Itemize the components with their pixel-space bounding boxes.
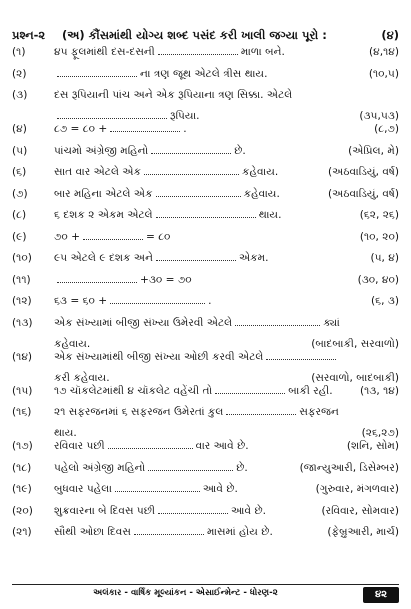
item-body	[54, 123, 399, 136]
item-number: (૧૩)	[12, 316, 33, 329]
item-text: શુક્રવારના બે દિવસ પછી	[54, 504, 156, 517]
item-text: ૮૭ = ૮૦ +	[54, 123, 108, 135]
answer-options: (૨૬,૨૭)	[361, 427, 399, 439]
answer-blank[interactable]	[226, 413, 296, 415]
answer-blank[interactable]	[57, 75, 137, 77]
item-number: (૪)	[12, 123, 27, 135]
item-body	[54, 351, 399, 385]
item-number: (૧૧)	[12, 273, 31, 286]
question-row	[12, 252, 399, 274]
item-text: બાકી રહી.	[288, 384, 333, 397]
item-body	[54, 252, 399, 265]
item-body	[54, 145, 399, 158]
item-number: (૧૦)	[12, 252, 32, 264]
question-marks: (૪)	[381, 28, 399, 42]
item-text: સફરજન	[299, 406, 339, 418]
item-body	[54, 440, 399, 453]
question-row	[12, 274, 399, 296]
item-number: (૨૦)	[12, 504, 33, 517]
item-body	[54, 68, 399, 81]
item-text: કહેવાય.	[243, 187, 280, 200]
item-number: (૯)	[12, 230, 27, 243]
answer-options: (૧૩, ૧૪)	[359, 384, 399, 397]
answer-blank[interactable]	[156, 259, 236, 261]
answer-options: (૧૦, ૨૦)	[359, 230, 399, 243]
item-text: રૂપિયા.	[170, 110, 200, 122]
answer-options: (શનિ, સોમ)	[346, 440, 399, 452]
answer-blank[interactable]	[144, 173, 239, 175]
item-text: ૯૫ એટલે ૯ દશક અને	[54, 252, 153, 264]
item-number: (૨)	[12, 67, 27, 80]
question-number: પ્રશ્ન-૨	[12, 28, 46, 42]
answer-options: (૩૦, ૪૦)	[357, 273, 399, 286]
item-number: (૧૫)	[12, 384, 33, 397]
question-row	[12, 505, 399, 527]
question-instruction: (અ) કૌંસમાંથી યોગ્ય શબ્દ પસંદ કરી ખાલી જગ્યા પૂરો :	[62, 28, 327, 42]
answer-options: (ફેબ્રુઆરી, માર્ચ)	[327, 526, 399, 538]
answer-options: (૬, ૩)	[371, 295, 399, 307]
item-body	[54, 46, 399, 59]
question-row	[12, 462, 399, 484]
item-body	[54, 317, 399, 351]
item-number: (૬)	[12, 166, 27, 178]
footer-title: અલંકાર - વાર્ષિક મૂલ્યાંકન - એસાઈન્મેન્ટ - ધોરણ-૨	[93, 588, 278, 598]
answer-options: (રવિવાર, સોમવાર)	[321, 504, 399, 517]
item-body	[54, 526, 399, 539]
answer-blank[interactable]	[83, 238, 143, 240]
question-row	[12, 231, 399, 253]
item-number: (૨૧)	[12, 526, 32, 538]
item-text: થાય.	[54, 427, 77, 439]
question-row	[12, 406, 399, 440]
question-row	[12, 295, 399, 317]
answer-blank[interactable]	[134, 533, 204, 535]
page-footer	[12, 584, 399, 605]
answer-options: (૪,૧૪)	[369, 46, 399, 58]
item-text: ૨૧ સફરજનમાં ૬ સફરજન ઉમેરતાં કુલ	[54, 406, 224, 418]
answer-blank[interactable]	[148, 469, 233, 471]
item-body	[54, 274, 399, 287]
question-row	[12, 440, 399, 462]
item-text: માસમાં હોય છે.	[206, 526, 273, 538]
answer-blank[interactable]	[151, 152, 231, 154]
item-text: માળા બને.	[240, 46, 285, 58]
item-text: એકમ.	[238, 252, 269, 264]
answer-blank[interactable]	[158, 512, 228, 514]
answer-options: (સરવાળો, બાદબાકી)	[311, 371, 399, 384]
answer-blank[interactable]	[110, 302, 205, 304]
answer-blank[interactable]	[156, 195, 241, 197]
item-body	[54, 231, 399, 244]
answer-options: (એપ્રિલ, મે)	[348, 144, 399, 157]
answer-options: (૩૫,૫૩)	[359, 110, 399, 122]
item-text: .	[208, 295, 212, 307]
item-text: વાર આવે છે.	[195, 440, 249, 452]
item-body	[54, 209, 399, 222]
answer-options: (ગુરુવાર, મંગળવાર)	[315, 483, 399, 495]
item-text: કરી કહેવાય.	[54, 371, 110, 384]
item-number: (૭)	[12, 187, 28, 200]
answer-blank[interactable]	[156, 216, 256, 218]
answer-blank[interactable]	[235, 324, 320, 326]
item-number: (૧૯)	[12, 483, 32, 495]
item-text: છે.	[236, 461, 248, 474]
item-text: ૬ દશક ૨ એકમ એટલે	[54, 209, 153, 221]
item-text: ક્યાં	[323, 316, 340, 329]
answer-options: (૬૨, ૨૬)	[359, 209, 399, 221]
answer-blank[interactable]	[57, 117, 167, 119]
question-row	[12, 166, 399, 188]
item-number: (૧૭)	[12, 440, 33, 452]
worksheet-page	[12, 28, 399, 609]
item-text: થાય.	[258, 209, 282, 221]
answer-options: (અઠવાડિયું, વર્ષ)	[328, 187, 399, 200]
answer-options: (૮,૭)	[374, 123, 399, 135]
question-row	[12, 317, 399, 351]
item-text: એક સંખ્યામાં બીજી સંખ્યા ઉમેરવી એટલે	[54, 316, 233, 329]
question-row	[12, 483, 399, 505]
question-row	[12, 68, 399, 90]
item-number: (૧૪)	[12, 350, 33, 363]
item-body	[54, 188, 399, 201]
question-list	[12, 46, 399, 548]
item-text: +૩૦ = ૭૦	[140, 273, 192, 286]
question-row	[12, 46, 399, 68]
question-row	[12, 351, 399, 385]
item-number: (૮)	[12, 209, 27, 221]
question-header	[12, 28, 399, 46]
item-text: પહેલો અંગ્રેજી મહિનો	[54, 461, 146, 474]
item-text: ના ત્રણ જૂથ એટલે ત્રીસ થાય.	[140, 67, 268, 80]
item-text: દસ રૂપિયાની પાંચ અને એક રૂપિયાના ત્રણ સિક્કા. એટલે	[54, 89, 293, 101]
item-body	[54, 505, 399, 518]
answer-blank[interactable]	[266, 358, 336, 360]
question-row	[12, 209, 399, 231]
item-text: આવે છે.	[202, 483, 238, 495]
item-body	[54, 462, 399, 475]
item-text: ૪૫ ફૂલમાંથી દસ-દસની	[54, 46, 155, 58]
item-text: ૭૦ +	[54, 230, 80, 243]
answer-blank[interactable]	[158, 53, 238, 55]
answer-options: (બાદબાકી, સરવાળો)	[311, 337, 399, 350]
page-number-badge: ૪૨	[363, 587, 399, 603]
item-number: (૧૨)	[12, 295, 32, 307]
answer-blank[interactable]	[110, 130, 180, 132]
item-number: (૧)	[12, 46, 26, 58]
item-text: એક સંખ્યામાંથી બીજી સંખ્યા ઓછી કરવી એટલે	[54, 350, 264, 363]
question-row	[12, 89, 399, 123]
answer-options: (જાન્યુઆરી, ડિસેમ્બર)	[299, 461, 399, 474]
item-text: આવે છે.	[231, 504, 267, 517]
answer-options: (૫, ૪)	[370, 252, 399, 264]
answer-options: (અઠવાડિયું, વર્ષ)	[328, 166, 399, 178]
item-text: ૧૭ ચૉકલેટમાંથી ૪ ચૉકલેટ વહેંચી તો	[54, 384, 213, 397]
item-text: ૬૩ = ૬૦ +	[54, 295, 108, 307]
question-row	[12, 526, 399, 548]
item-number: (૩)	[12, 89, 28, 101]
item-body	[54, 483, 399, 496]
answer-blank[interactable]	[57, 281, 137, 283]
answer-blank[interactable]	[108, 447, 193, 449]
item-text: .	[183, 123, 187, 135]
item-number: (૧૮)	[12, 461, 32, 474]
item-body	[54, 295, 399, 308]
question-row	[12, 188, 399, 210]
item-text: પાંચમો અંગ્રેજી મહિનો	[54, 144, 149, 157]
answer-blank[interactable]	[215, 392, 285, 394]
item-number: (૫)	[12, 144, 28, 157]
answer-options: (૧૦,૫)	[368, 67, 399, 80]
question-row	[12, 123, 399, 145]
item-body	[54, 166, 399, 179]
item-text: સૌથી ઓછા દિવસ	[54, 526, 131, 538]
item-text: કહેવાય.	[241, 166, 279, 178]
item-text: કહેવાય.	[54, 337, 91, 350]
item-number: (૧૬)	[12, 406, 32, 418]
item-body	[54, 89, 399, 123]
item-body	[54, 406, 399, 440]
item-text: સાત વાર એટલે એક	[54, 166, 141, 178]
item-text: છે.	[234, 144, 246, 157]
item-text: બુધવાર પહેલા	[54, 483, 112, 495]
question-row	[12, 145, 399, 167]
item-text: રવિવાર પછી	[54, 440, 105, 452]
item-text: બાર મહિના એટલે એક	[54, 187, 153, 200]
answer-blank[interactable]	[115, 490, 200, 492]
question-row	[12, 385, 399, 407]
item-text: = ૮૦	[145, 230, 171, 243]
item-body	[54, 385, 399, 398]
